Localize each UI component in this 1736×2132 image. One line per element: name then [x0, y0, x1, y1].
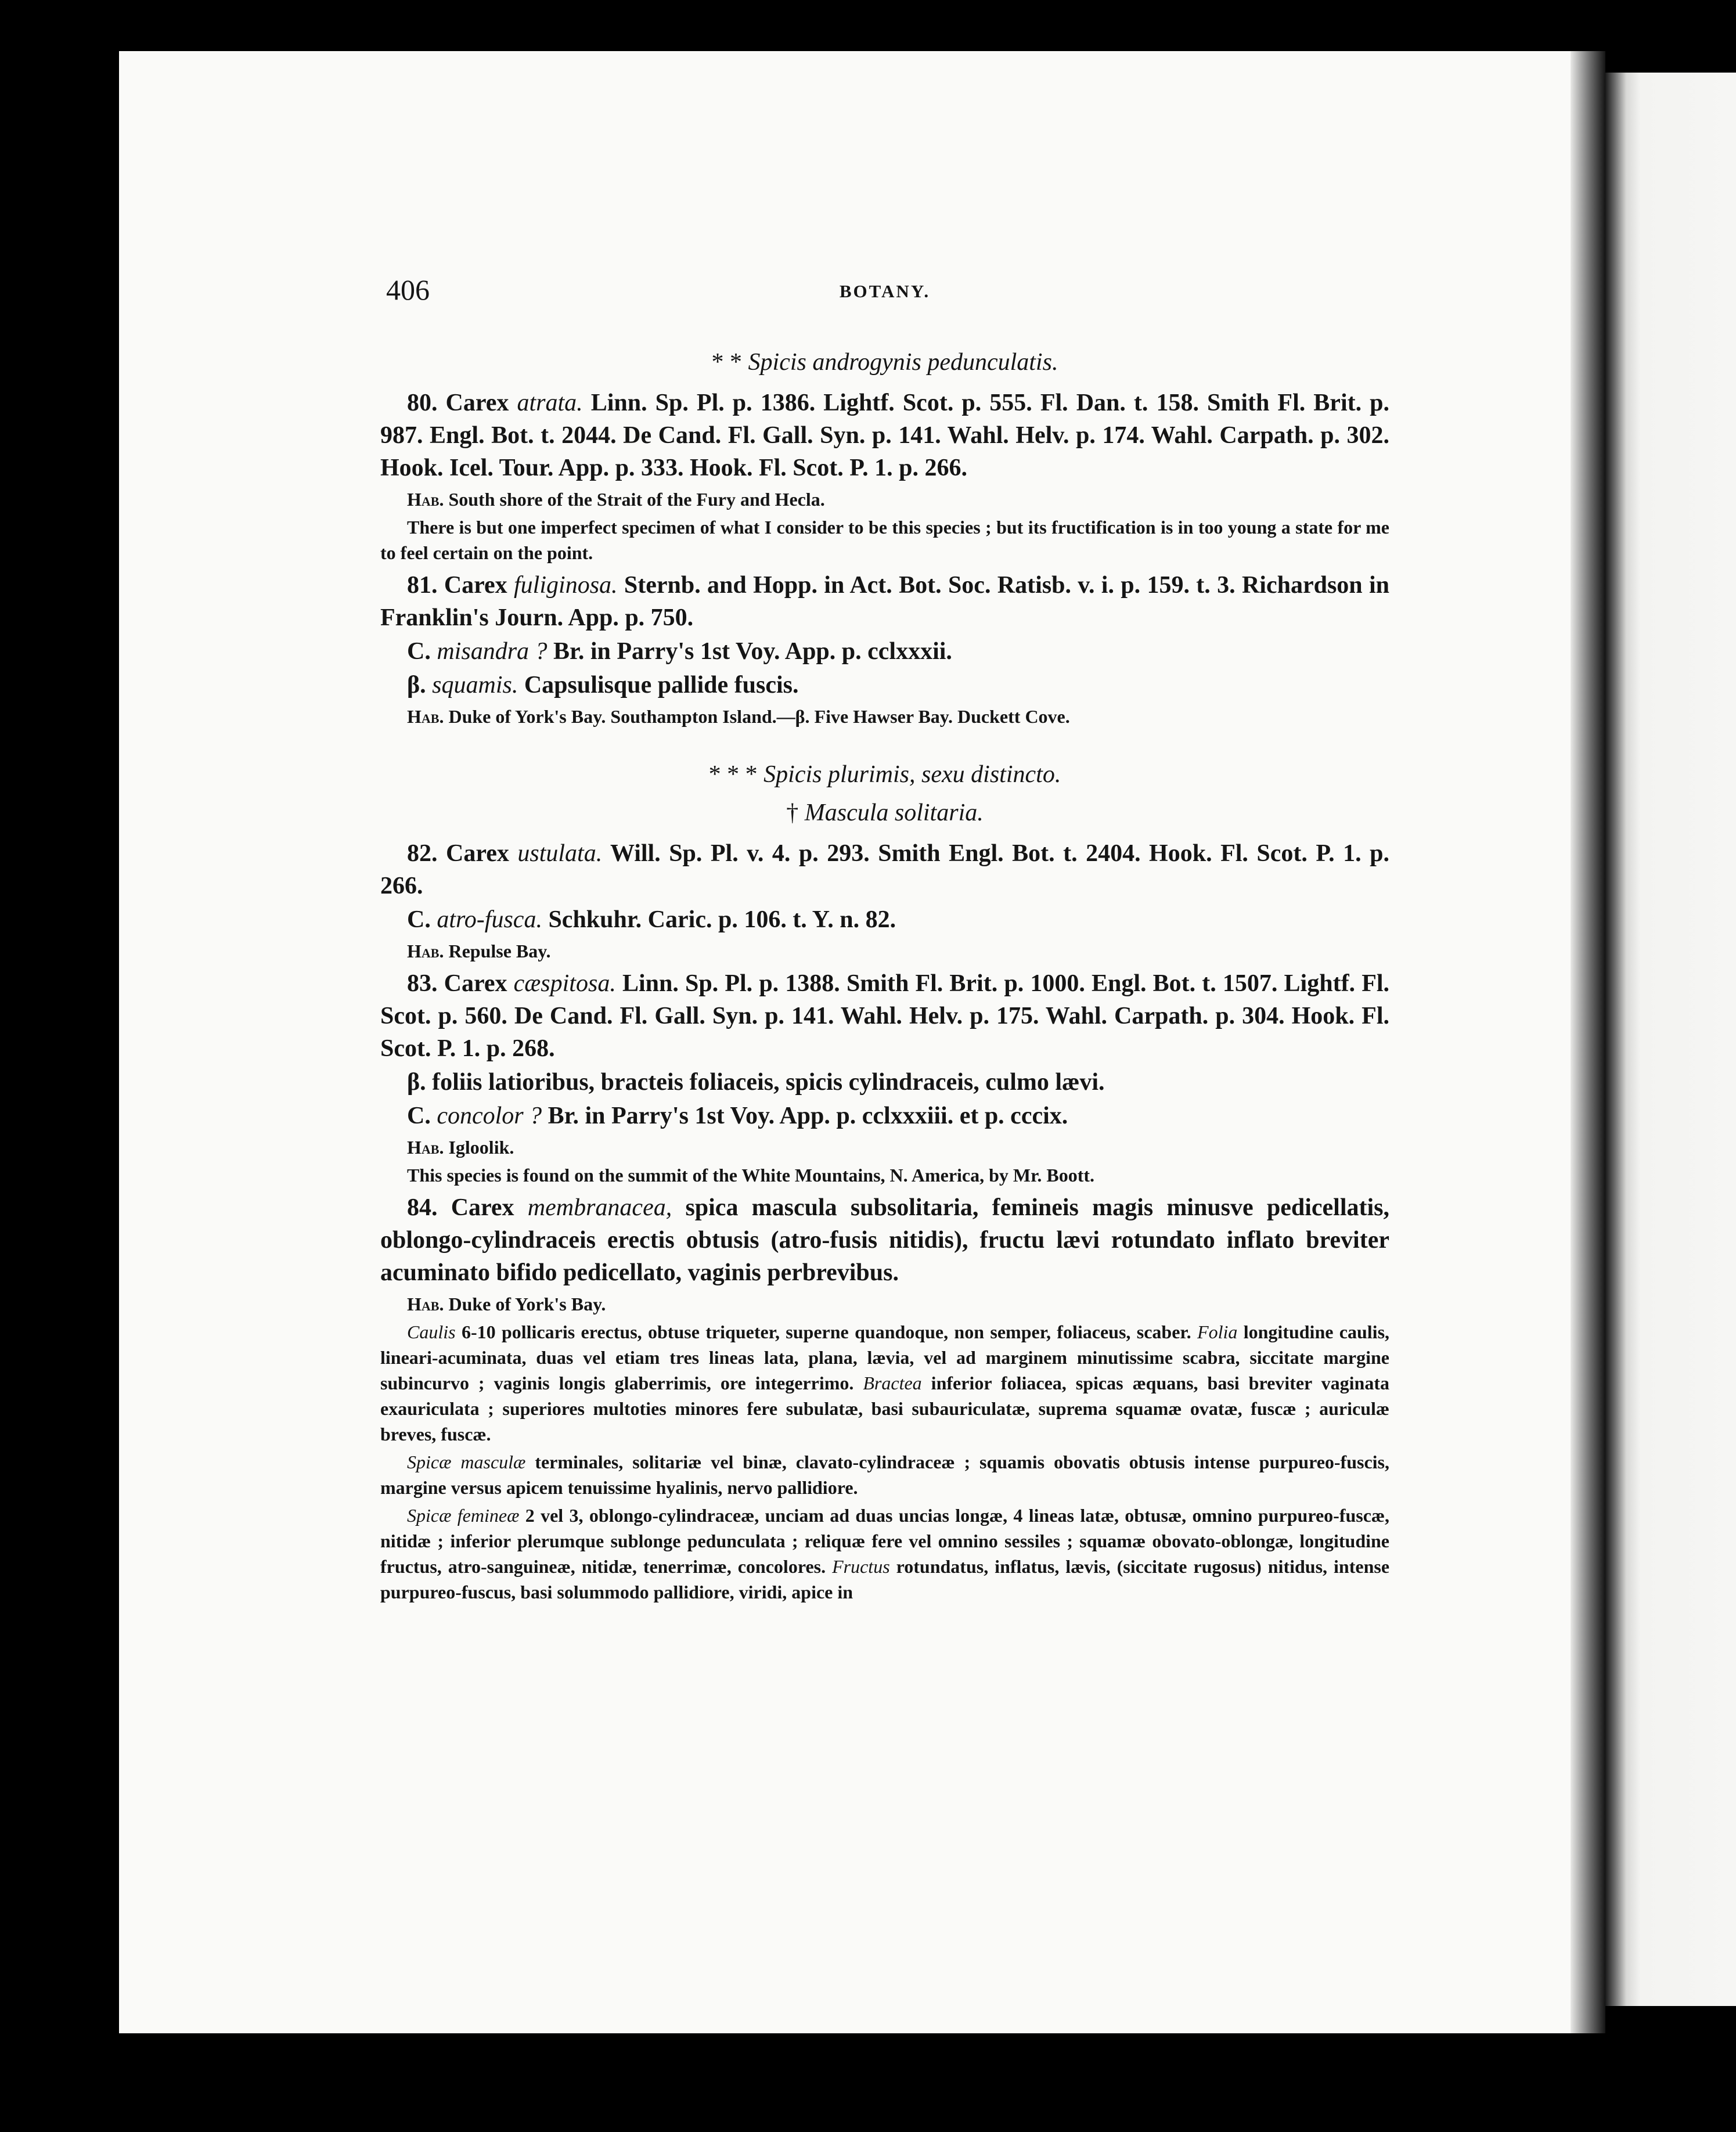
habitat-label: Hab. [407, 706, 444, 727]
entry-number-genus: 80. Carex [407, 390, 509, 416]
facing-page-edge [1605, 73, 1736, 2006]
running-head: BOTANY. [839, 281, 931, 301]
variety-label: β. [407, 672, 426, 698]
habitat-text: Repulse Bay. [448, 941, 551, 961]
synonym-references: Br. in Parry's 1st Voy. App. p. cclxxxii. [553, 638, 952, 665]
page-number: 406 [386, 273, 430, 306]
entry-82 [380, 837, 1389, 902]
book-gutter [1571, 51, 1605, 2033]
description-caulis [380, 1319, 1389, 1447]
page-content [380, 273, 1389, 1605]
text-bractea: inferior foliacea, spicas æquans, basi breviter vaginata exauriculata ; superiores multoties minores fere subulatæ, basi subauriculatæ, suprema squamæ ovatæ, fuscæ ; auriculæ breves, fuscæ. [380, 1373, 1390, 1445]
section-heading-plurimis [380, 761, 1389, 788]
section-stars: * * * [708, 761, 758, 788]
entry-number-genus: 82. Carex [407, 840, 509, 867]
section-title: Mascula solitaria. [804, 800, 984, 826]
section-stars: * * [711, 349, 743, 376]
entry-81 [380, 569, 1389, 634]
variety-81 [407, 669, 1389, 701]
entry-references: Linn. Sp. Pl. p. 1388. Smith Fl. Brit. p. 1000. Engl. Bot. t. 1507. Lightf. Fl. Scot. p. 560. De Cand. Fl. Gall. Syn. p. 141. Wahl. Helv. p. 175. Wahl. Carpath. p. 304. Hook. Fl. Scot. P. 1. p. 268. [380, 970, 1390, 1062]
text-spicae-femineae: 2 vel 3, oblongo-cylindraceæ, unciam ad duas uncias longæ, 4 lineas latæ, obtusæ, omnino purpureo-fuscæ, nitidæ ; inferior plerumque sublonge pedunculata ; reliquæ fere vel omnino sessiles ; squamæ obovato-oblongæ, longitudine fructus, atro-sanguineæ, nitidæ, tenerrimæ, concolores. [380, 1505, 1390, 1577]
description-spicae-masculae [380, 1449, 1389, 1500]
entry-80 [380, 387, 1389, 484]
synonym-genus: C. [407, 1103, 431, 1129]
term-spicae-femineae: Spicæ femineæ [407, 1505, 520, 1526]
habitat-label: Hab. [407, 1294, 444, 1315]
section-title: Spicis androgynis pedunculatis. [748, 349, 1058, 376]
dagger-mark: † [786, 800, 799, 826]
entry-references: Linn. Sp. Pl. p. 1386. Lightf. Scot. p. 555. Fl. Dan. t. 158. Smith Fl. Brit. p. 987. Engl. Bot. t. 2044. De Cand. Fl. Gall. Syn. p. 141. Wahl. Helv. p. 174. Wahl. Carpath. p. 302. Hook. Icel. Tour. App. p. 333. Hook. Fl. Scot. P. 1. p. 266. [380, 390, 1390, 481]
synonym-genus: C. [407, 638, 431, 665]
variety-83: β. foliis latioribus, bracteis foliaceis, spicis cylindraceis, culmo lævi. [407, 1069, 1105, 1096]
entry-references: Will. Sp. Pl. v. 4. p. 293. Smith Engl. Bot. t. 2404. Hook. Fl. Scot. P. 1. p. 266. [380, 840, 1390, 899]
section-heading-mascula [380, 799, 1389, 827]
habitat-label: Hab. [407, 1137, 444, 1158]
species-name: atrata. [517, 390, 583, 416]
entry-references: Sternb. and Hopp. in Act. Bot. Soc. Ratisb. v. i. p. 159. t. 3. Richardson in Franklin's Journ. App. p. 750. [380, 572, 1390, 631]
species-name: membranacea, [527, 1194, 672, 1221]
synonym-references: Br. in Parry's 1st Voy. App. p. cclxxxiii. et p. cccix. [548, 1103, 1068, 1129]
habitat-text: South shore of the Strait of the Fury and Hecla. [448, 489, 825, 510]
synonym-species: concolor ? [437, 1103, 542, 1129]
species-name: cæspitosa. [513, 970, 616, 997]
variety-text: Capsulisque pallide fuscis. [524, 672, 799, 698]
term-bractea: Bractea [863, 1373, 922, 1393]
synonym-species: misandra ? [437, 638, 548, 665]
habitat-83 [407, 1135, 1389, 1160]
habitat-80 [407, 487, 1389, 512]
species-diagnosis: spica mascula subsolitaria, femineis magis minusve pedicellatis, oblongo-cylindraceis erectis obtusis (atro-fusis nitidis), fructu lævi rotundato inflato breviter acuminato bifido pedicellato, vaginis perbrevibus. [380, 1194, 1390, 1286]
habitat-text: Duke of York's Bay. [448, 1294, 606, 1315]
page-header [380, 273, 1389, 319]
habitat-84 [407, 1291, 1389, 1317]
species-name: fuliginosa. [514, 572, 618, 599]
term-caulis: Caulis [407, 1321, 456, 1342]
habitat-82 [407, 938, 1389, 964]
synonym-81 [407, 635, 1389, 668]
species-name: ustulata. [517, 840, 603, 867]
note-83: This species is found on the summit of the White Mountains, N. America, by Mr. Boott. [407, 1165, 1095, 1186]
habitat-label: Hab. [407, 489, 444, 510]
entry-83 [380, 967, 1389, 1065]
text-spicae-masculae: terminales, solitariæ vel binæ, clavato-cylindraceæ ; squamis obovatis obtusis intense purpureo-fuscis, margine versus apicem tenuissime hyalinis, nervo pallidiore. [380, 1452, 1389, 1498]
text-fructus: rotundatus, inflatus, lævis, (siccitate rugosus) nitidus, intense purpureo-fuscus, basi solummodo pallidiore, viridi, apice in [380, 1556, 1390, 1602]
synonym-82 [407, 903, 1389, 936]
synonym-83 [407, 1100, 1389, 1132]
habitat-text: Igloolik. [448, 1137, 514, 1158]
synonym-species: atro-fusca. [437, 906, 542, 933]
synonym-genus: C. [407, 906, 431, 933]
habitat-81 [407, 704, 1389, 729]
entry-number-genus: 84. Carex [407, 1194, 514, 1221]
habitat-text: Duke of York's Bay. Southampton Island.—β. Five Hawser Bay. Duckett Cove. [448, 706, 1070, 727]
entry-number-genus: 81. Carex [407, 572, 507, 599]
text-caulis: 6-10 pollicaris erectus, obtuse triqueter, superne quandoque, non semper, foliaceus, scaber. [461, 1321, 1191, 1342]
habitat-label: Hab. [407, 941, 444, 961]
entry-number-genus: 83. Carex [407, 970, 507, 997]
text-folia: longitudine caulis, lineari-acuminata, duas vel etiam tres lineas lata, plana, lævia, vel ad marginem minutissime scabra, siccitate margine subincurvo ; vaginis longis glaberrimis, ore integerrimo. [380, 1321, 1390, 1393]
description-spicae-femineae [380, 1503, 1389, 1605]
section-title: Spicis plurimis, sexu distincto. [763, 761, 1061, 788]
synonym-references: Schkuhr. Caric. p. 106. t. Y. n. 82. [548, 906, 896, 933]
entry-84 [380, 1191, 1389, 1289]
term-spicae-masculae: Spicæ masculæ [407, 1452, 526, 1472]
term-folia: Folia [1197, 1321, 1238, 1342]
term-fructus: Fructus [832, 1556, 890, 1577]
variety-name: squamis. [432, 672, 518, 698]
note-80: There is but one imperfect specimen of what I consider to be this species ; but its fructification is in too young a state for me to feel certain on the point. [380, 517, 1389, 563]
section-heading-androgynis [380, 348, 1389, 376]
